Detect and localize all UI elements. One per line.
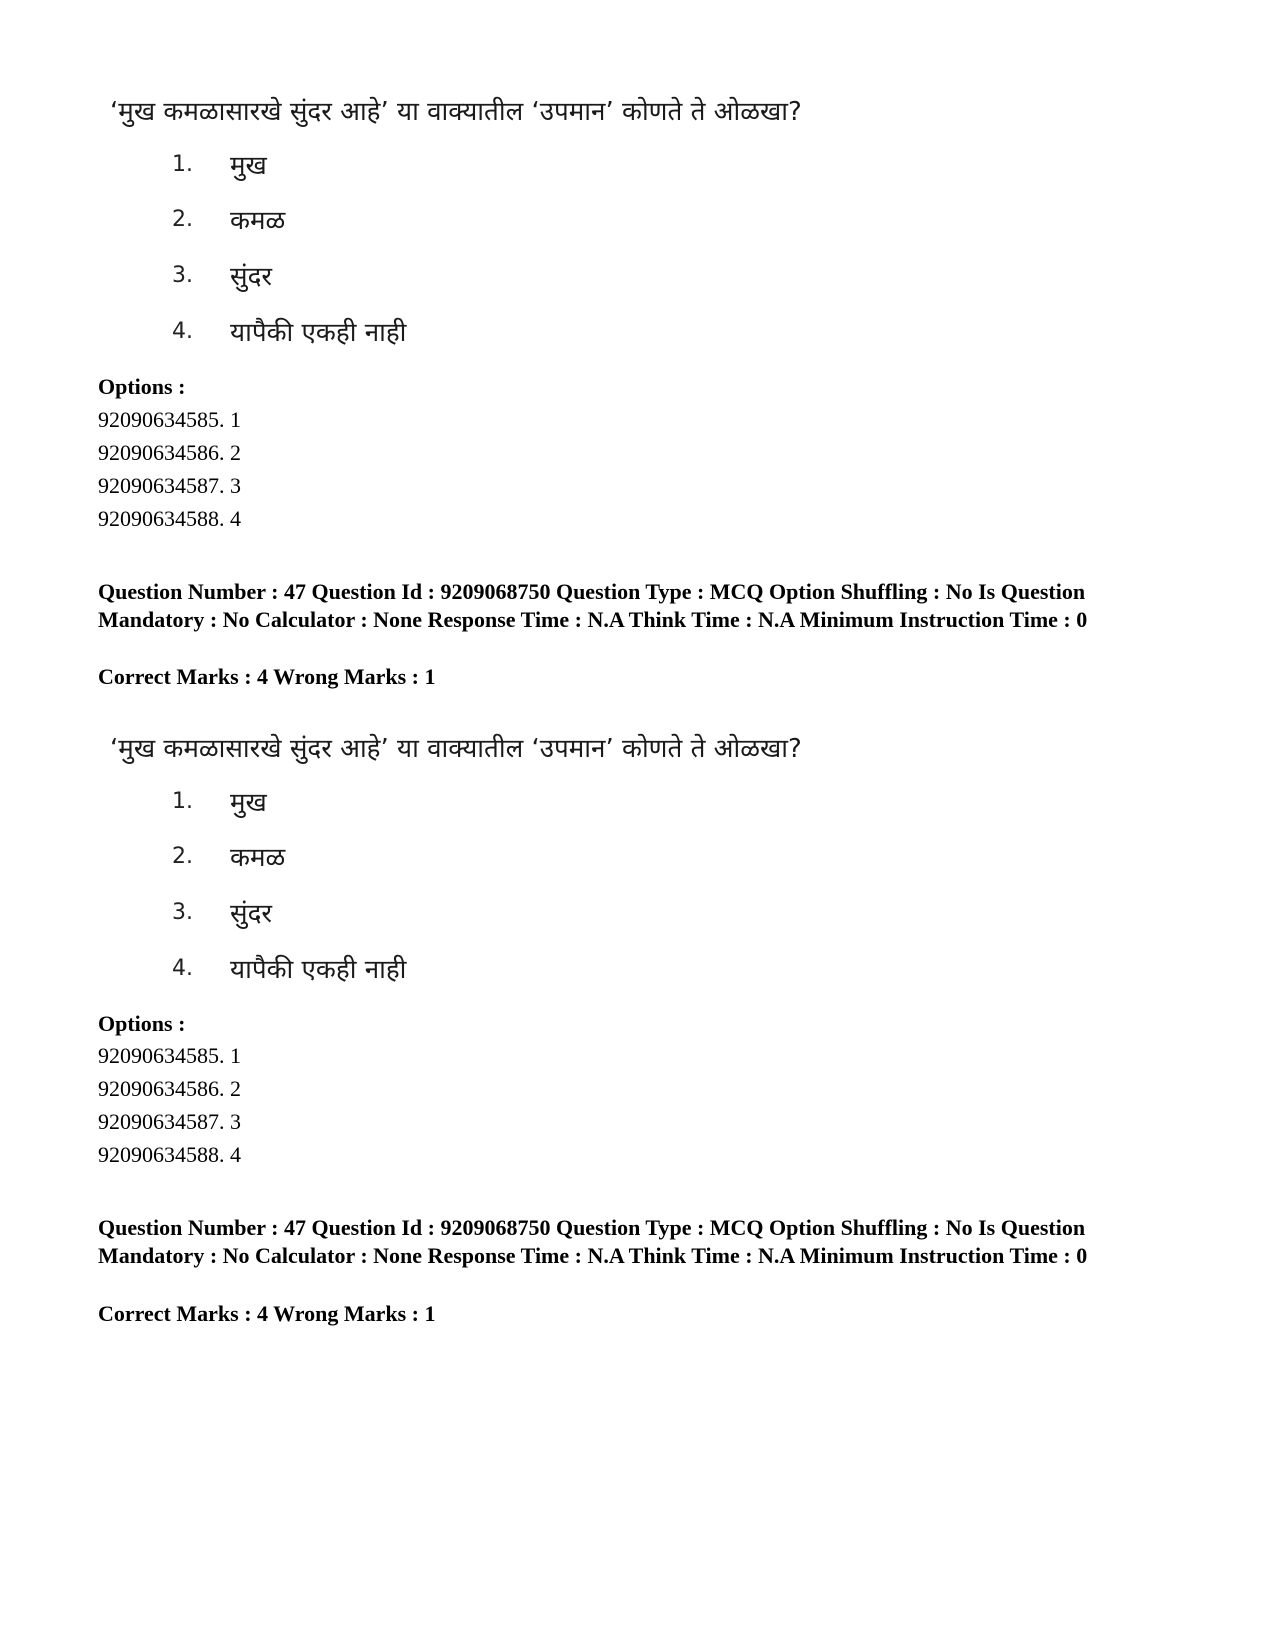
option-line: 92090634588. 4: [98, 506, 241, 531]
option-line: 92090634587. 3: [98, 473, 241, 498]
choice-number: 3.: [172, 900, 193, 925]
question-meta: Question Number : 47 Question Id : 9209068750 Question Type : MCQ Option Shuffling : No Is Question Mandatory : No Calculator : None Response Time : N.A Think Time : N.A Minimum Instruction Time : 0: [98, 1215, 1088, 1268]
choice-number: 3.: [172, 263, 193, 288]
choice-text: सुंदर: [230, 899, 273, 929]
option-line: 92090634586. 2: [98, 1076, 241, 1101]
option-line: 92090634587. 3: [98, 1109, 241, 1134]
choice-number: 2.: [172, 207, 193, 232]
choice-number: 4.: [172, 319, 193, 344]
choice-text: यापैकी एकही नाही: [230, 955, 407, 985]
choice-text: सुंदर: [230, 262, 273, 292]
option-line: 92090634586. 2: [98, 440, 241, 465]
choice-number: 1.: [172, 789, 193, 814]
choice-number: 4.: [172, 956, 193, 981]
choice-text: कमळ: [230, 843, 286, 873]
question-text: ‘मुख कमळासारखे सुंदर आहे’ या वाक्यातील ‘उपमान’ कोणते ते ओळखा?: [110, 734, 802, 764]
marks-line: Correct Marks : 4 Wrong Marks : 1: [98, 664, 436, 689]
choice-text: कमळ: [230, 206, 286, 236]
choice-text: मुख: [230, 151, 267, 181]
option-line: 92090634585. 1: [98, 407, 241, 432]
option-line: 92090634585. 1: [98, 1043, 241, 1068]
choice-text: यापैकी एकही नाही: [230, 318, 407, 348]
choice-number: 2.: [172, 844, 193, 869]
options-label: Options :: [98, 1011, 186, 1036]
marks-line: Correct Marks : 4 Wrong Marks : 1: [98, 1301, 436, 1326]
options-label: Options :: [98, 374, 186, 399]
option-line: 92090634588. 4: [98, 1142, 241, 1167]
question-meta: Question Number : 47 Question Id : 9209068750 Question Type : MCQ Option Shuffling : No Is Question Mandatory : No Calculator : None Response Time : N.A Think Time : N.A Minimum Instruction Time : 0: [98, 579, 1088, 632]
choice-text: मुख: [230, 788, 267, 818]
choice-number: 1.: [172, 152, 193, 177]
question-text: ‘मुख कमळासारखे सुंदर आहे’ या वाक्यातील ‘उपमान’ कोणते ते ओळखा?: [110, 97, 802, 127]
